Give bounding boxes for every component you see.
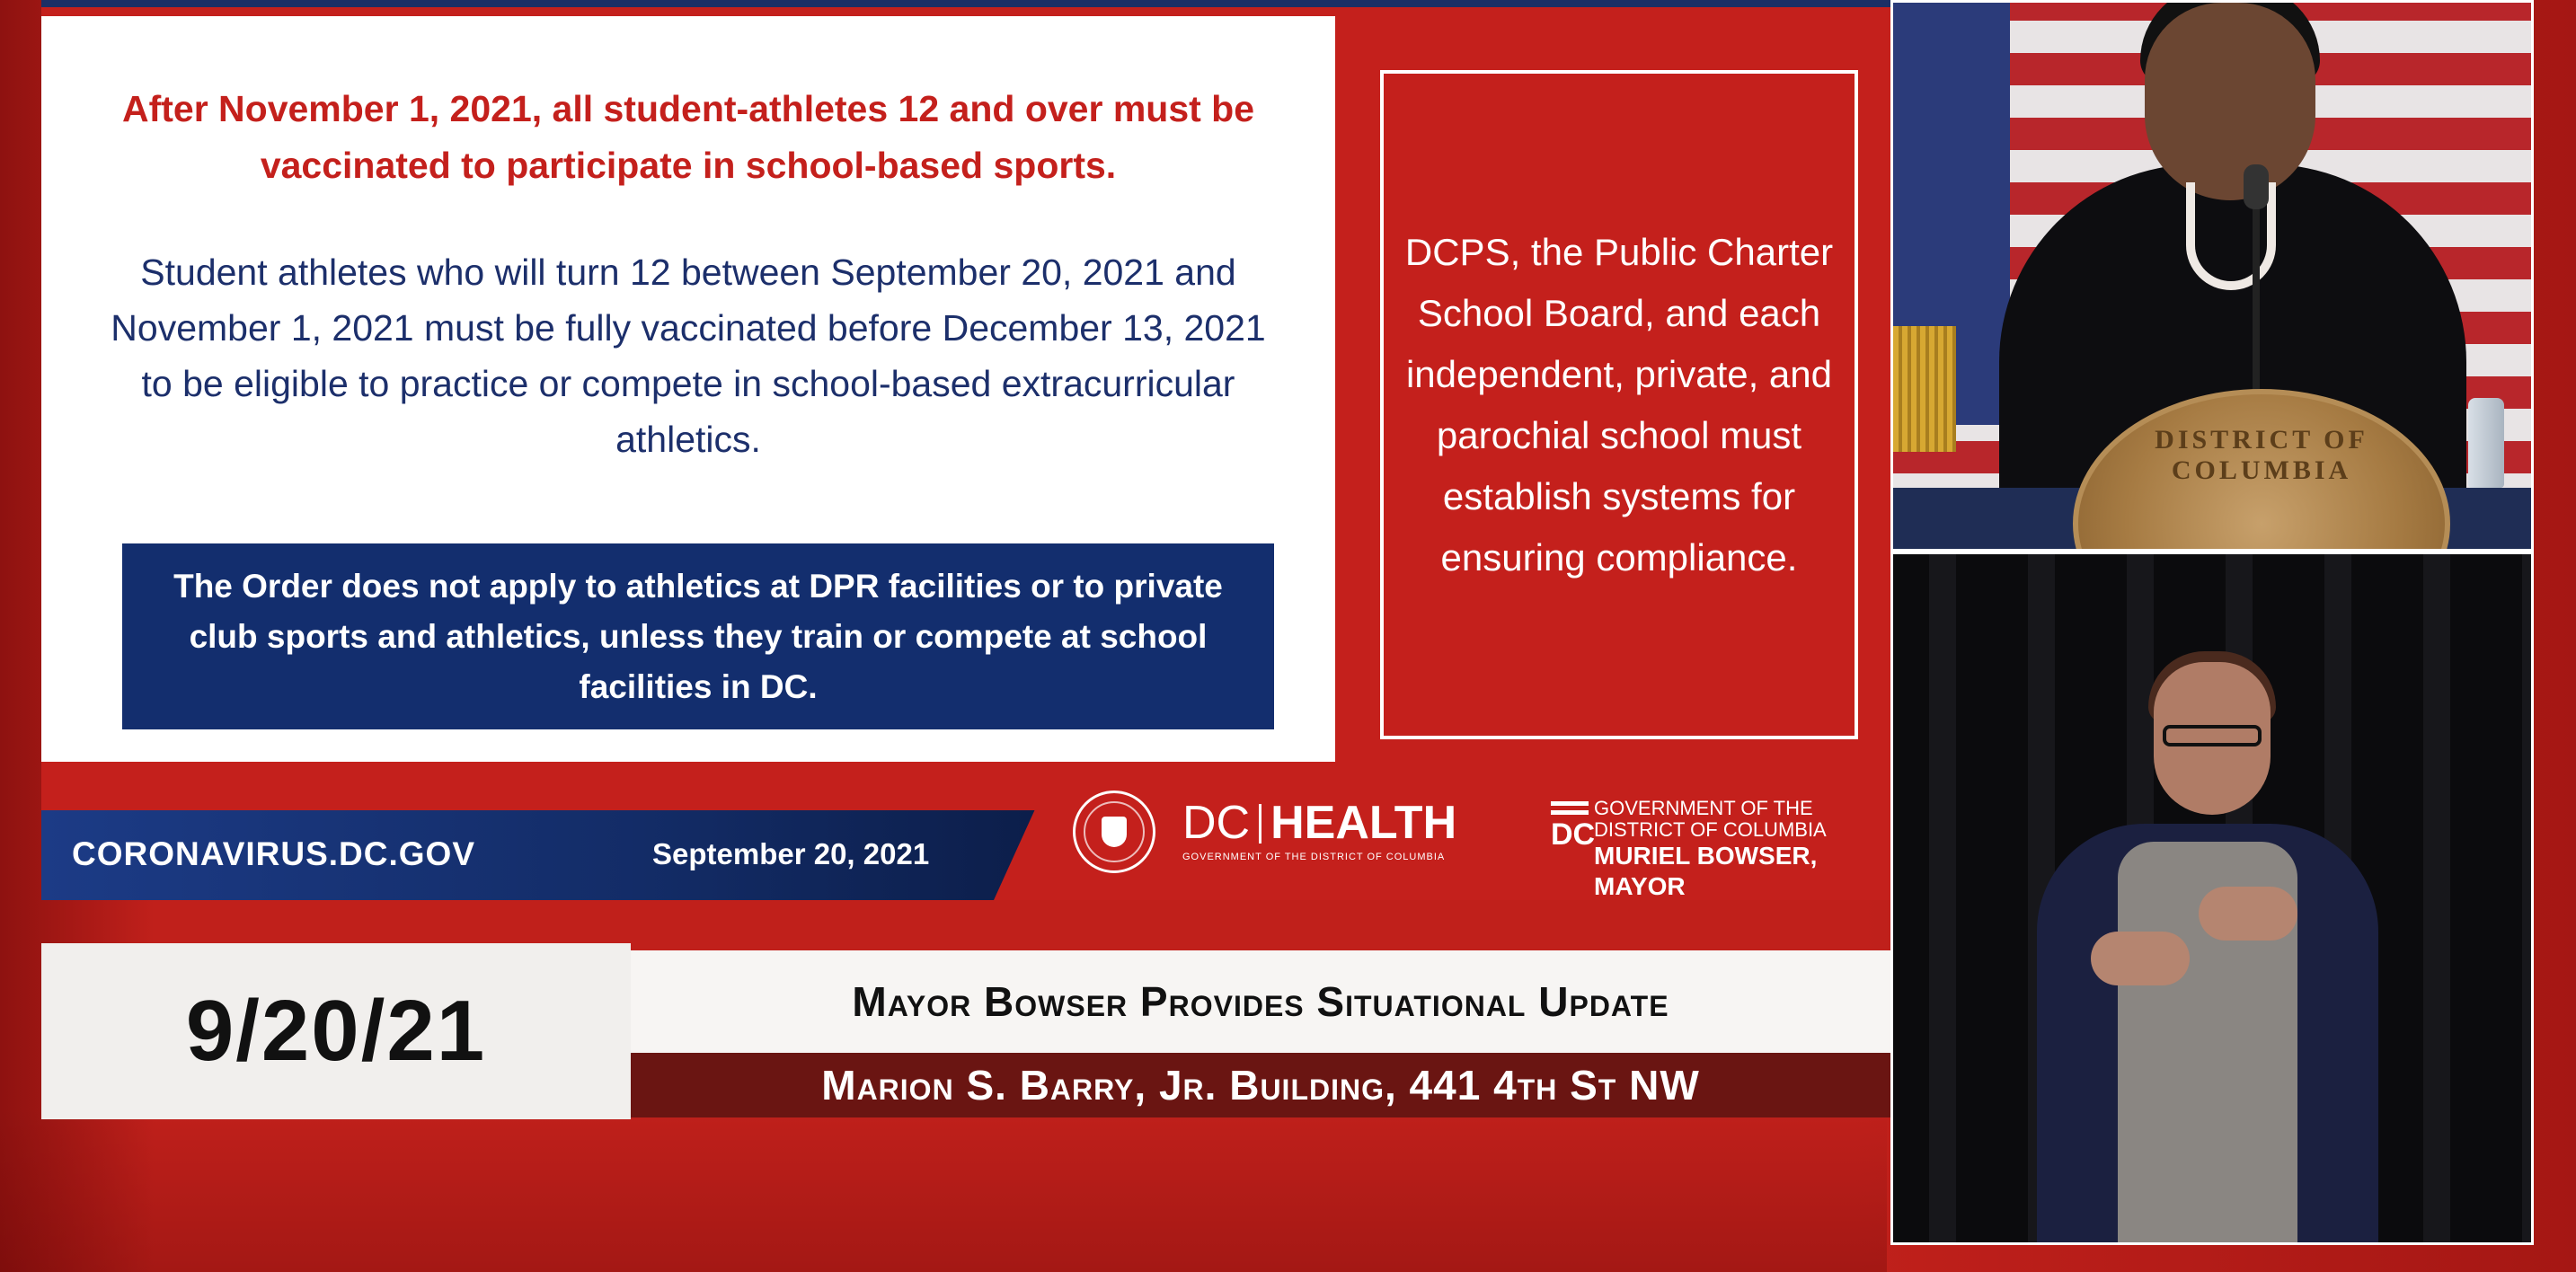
footer-url: CORONAVIRUS.DC.GOV: [72, 835, 476, 872]
dc-health-logo-health: HEALTH: [1270, 797, 1457, 849]
slide-body-text: Student athletes who will turn 12 between September 20, 2021 and November 1, 2021 must be fully vaccinated before December 13, 2021 to be eligible to practice or compete in school-based extracurricular athletics.: [111, 252, 1266, 460]
flag-fringe: [1893, 326, 1956, 452]
dc-seal-icon: [1073, 791, 1155, 873]
slide-headline: After November 1, 2021, all student-athletes 12 and over must be vaccinated to participate in school-based sports.: [121, 88, 1255, 186]
lower-third-date-box: [41, 943, 631, 1119]
lower-third-location-bar: [631, 1053, 1890, 1117]
water-bottle: [2468, 398, 2504, 488]
gov-line-2: DISTRICT OF COLUMBIA: [1594, 818, 1827, 841]
gov-line-3: MURIEL BOWSER, MAYOR: [1594, 842, 1818, 900]
gov-line-1: GOVERNMENT OF THE: [1594, 797, 1813, 819]
slide-top-border: [41, 0, 1890, 7]
microphone-stand: [2253, 182, 2260, 416]
dc-health-logo-dc: DC: [1182, 797, 1251, 849]
dc-health-logo-subtitle: GOVERNMENT OF THE DISTRICT OF COLUMBIA: [1182, 852, 1446, 862]
speaker-video-feed: [1890, 0, 2534, 552]
interpreter-glasses: [2163, 725, 2262, 746]
footer-date: September 20, 2021: [652, 837, 930, 870]
presentation-slide: [41, 0, 1890, 900]
callout-text: DCPS, the Public Charter School Board, and each independent, private, and parochial school must establish systems for ensuring compliance.: [1404, 230, 1834, 579]
interpreter-hand-left: [2091, 932, 2190, 985]
interpreter-video-feed: [1890, 552, 2534, 1245]
lower-third-title-bar: [631, 950, 1890, 1053]
callout-box: [1380, 70, 1858, 739]
lower-third-location: Marion S. Barry, Jr. Building, 441 4th St NW: [821, 1062, 1700, 1109]
notice-box: [122, 543, 1274, 729]
microphone-icon: [2244, 164, 2269, 209]
logo-divider: [1259, 804, 1261, 844]
dc-flag-icon: [1551, 801, 1596, 857]
podium-seal-text: DISTRICT OF COLUMBIA: [2155, 425, 2368, 485]
dc-health-logo: [1182, 798, 1524, 862]
dc-flag-mark-text: DC: [1551, 817, 1596, 852]
notice-text: The Order does not apply to athletics at DPR facilities or to private club sports and athletics, unless they train or compete at school facilities in DC.: [173, 567, 1223, 705]
lower-third-title: Mayor Bowser Provides Situational Update: [852, 978, 1669, 1025]
interpreter-hand-right: [2199, 887, 2297, 941]
speaker-head: [2145, 3, 2315, 200]
lower-third-date: 9/20/21: [185, 983, 487, 1079]
